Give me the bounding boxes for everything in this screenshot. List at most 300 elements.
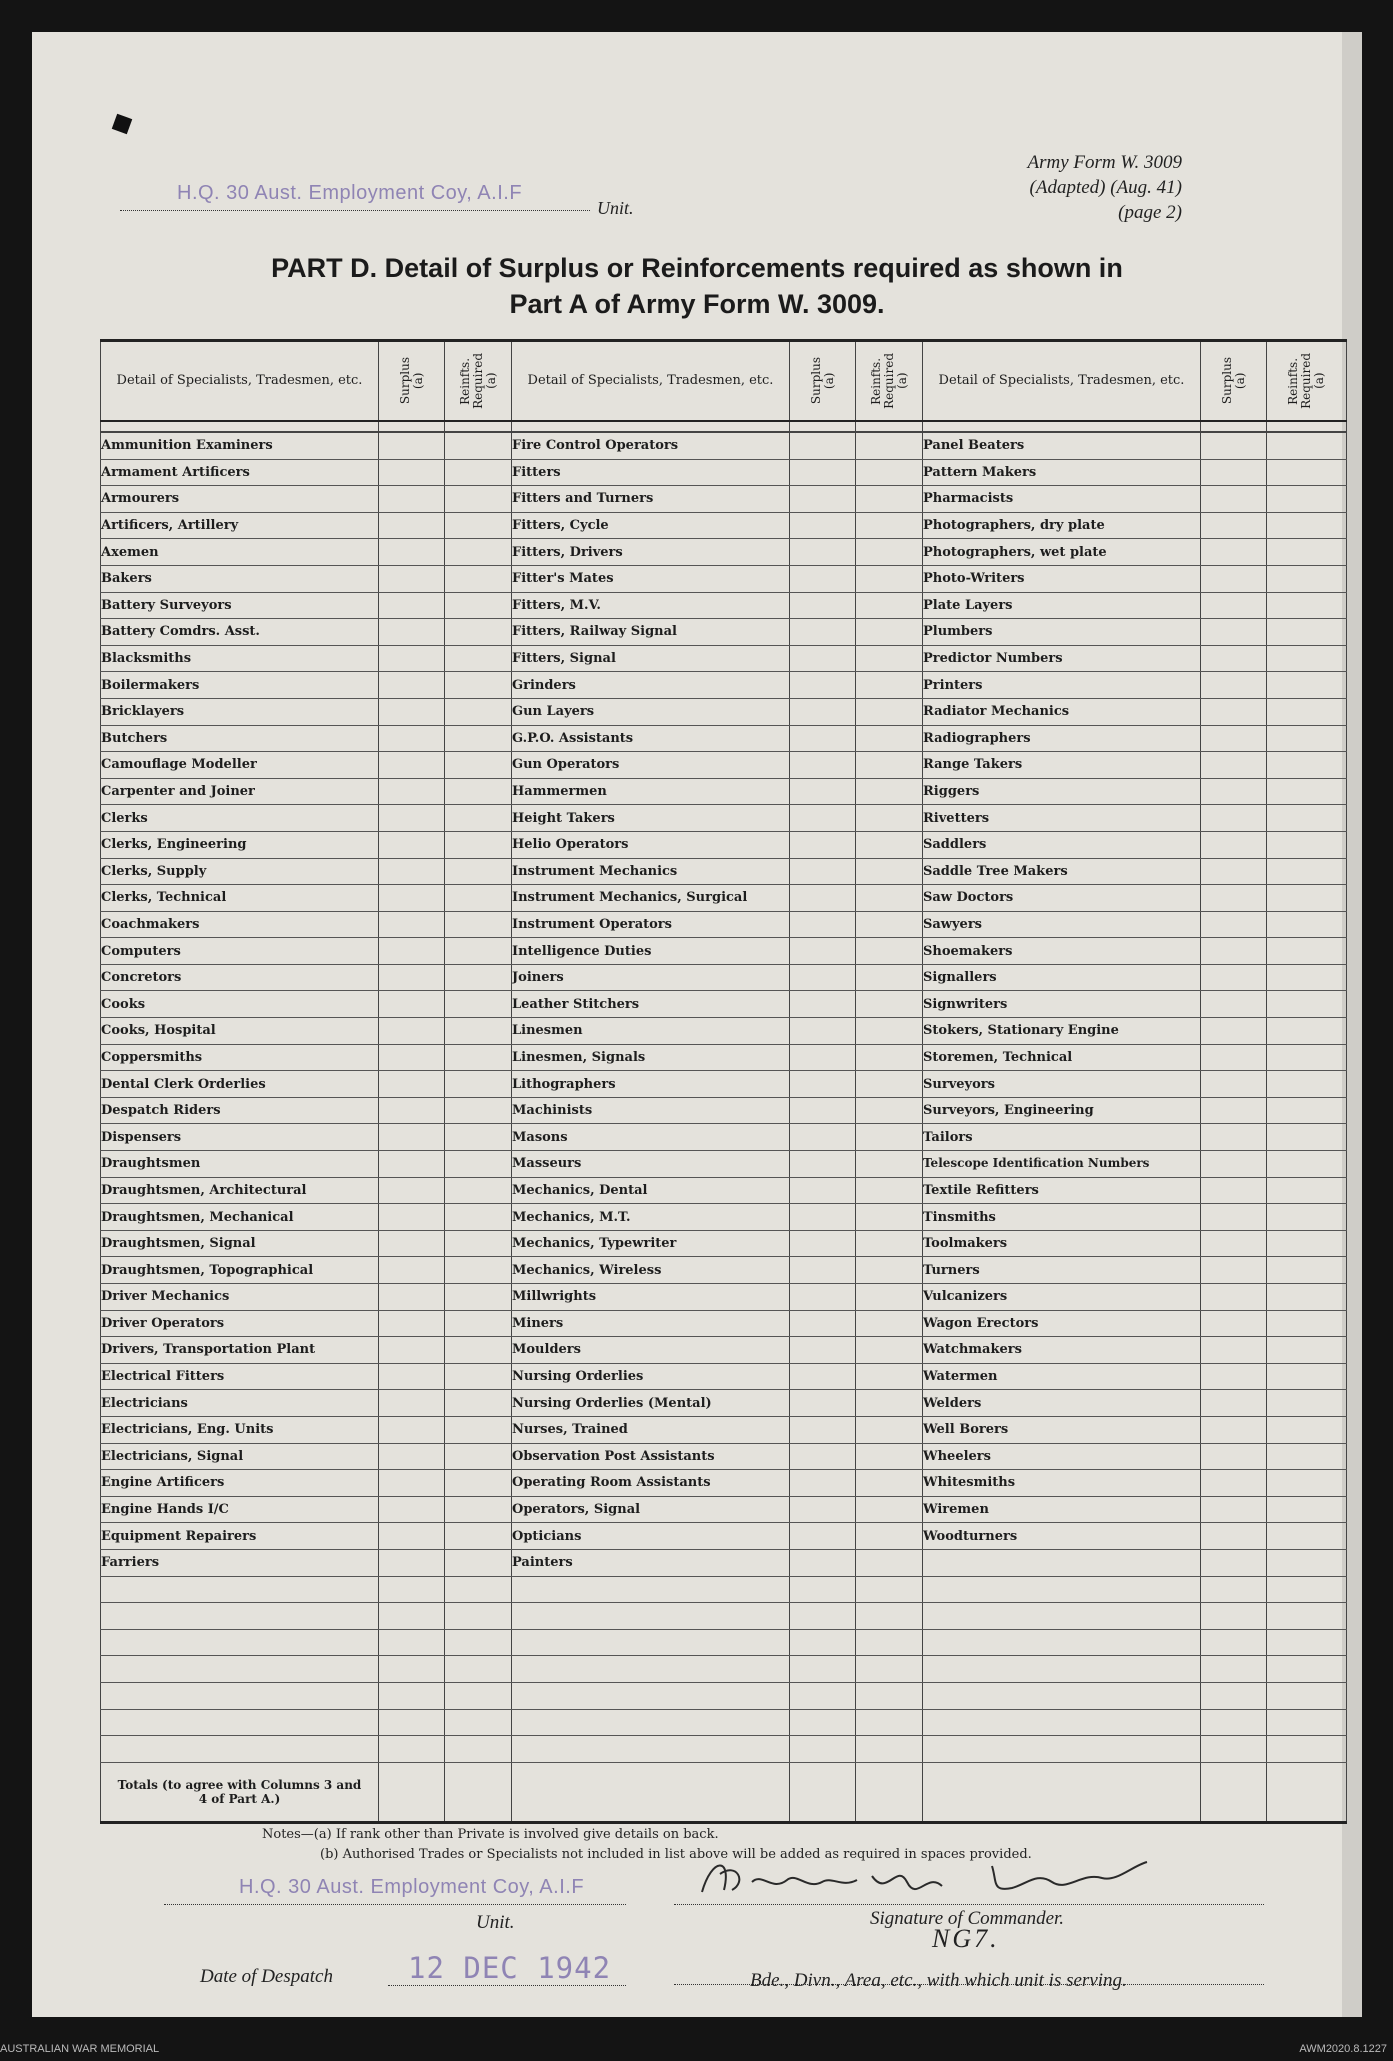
reinfts-cell[interactable]: [1267, 911, 1347, 938]
blank-cell[interactable]: [1267, 1576, 1347, 1603]
reinfts-cell[interactable]: [445, 831, 512, 858]
surplus-cell[interactable]: [790, 1151, 856, 1178]
surplus-cell[interactable]: [1201, 1443, 1267, 1470]
surplus-cell[interactable]: [379, 1044, 445, 1071]
blank-cell[interactable]: [1201, 1656, 1267, 1683]
reinfts-cell[interactable]: [856, 1204, 923, 1231]
reinfts-cell[interactable]: [856, 619, 923, 646]
surplus-cell[interactable]: [1201, 991, 1267, 1018]
reinfts-cell[interactable]: [445, 752, 512, 779]
blank-cell[interactable]: [1201, 1576, 1267, 1603]
reinfts-cell[interactable]: [1267, 938, 1347, 965]
surplus-cell[interactable]: [790, 1496, 856, 1523]
blank-cell[interactable]: [1267, 1736, 1347, 1763]
reinfts-cell[interactable]: [856, 1443, 923, 1470]
reinfts-cell[interactable]: [856, 1230, 923, 1257]
blank-cell[interactable]: [790, 1709, 856, 1736]
reinfts-cell[interactable]: [1267, 831, 1347, 858]
surplus-cell[interactable]: [379, 1071, 445, 1098]
surplus-cell[interactable]: [1201, 1097, 1267, 1124]
blank-cell[interactable]: [1267, 1709, 1347, 1736]
surplus-cell[interactable]: [790, 1284, 856, 1311]
reinfts-cell[interactable]: [856, 512, 923, 539]
surplus-cell[interactable]: [790, 1071, 856, 1098]
surplus-cell[interactable]: [379, 1470, 445, 1497]
reinfts-cell[interactable]: [856, 964, 923, 991]
surplus-cell[interactable]: [1201, 619, 1267, 646]
reinfts-cell[interactable]: [856, 1018, 923, 1045]
reinfts-cell[interactable]: [1267, 1523, 1347, 1550]
surplus-cell[interactable]: [379, 672, 445, 699]
surplus-cell[interactable]: [790, 1523, 856, 1550]
reinfts-cell[interactable]: [445, 938, 512, 965]
blank-cell[interactable]: [101, 1682, 379, 1709]
surplus-cell[interactable]: [379, 885, 445, 912]
reinfts-cell[interactable]: [856, 1071, 923, 1098]
reinfts-cell[interactable]: [1267, 672, 1347, 699]
blank-cell[interactable]: [1201, 1629, 1267, 1656]
surplus-cell[interactable]: [790, 1470, 856, 1497]
blank-cell[interactable]: [101, 1603, 379, 1630]
reinfts-cell[interactable]: [856, 911, 923, 938]
reinfts-cell[interactable]: [1267, 778, 1347, 805]
surplus-cell[interactable]: [790, 1230, 856, 1257]
blank-cell[interactable]: [923, 1603, 1201, 1630]
reinfts-cell[interactable]: [856, 858, 923, 885]
surplus-cell[interactable]: [1201, 1496, 1267, 1523]
surplus-cell[interactable]: [790, 938, 856, 965]
totals-cell[interactable]: [379, 1762, 445, 1822]
reinfts-cell[interactable]: [1267, 1337, 1347, 1364]
surplus-cell[interactable]: [379, 1496, 445, 1523]
surplus-cell[interactable]: [379, 911, 445, 938]
surplus-cell[interactable]: [379, 964, 445, 991]
reinfts-cell[interactable]: [856, 698, 923, 725]
totals-cell[interactable]: [856, 1762, 923, 1822]
surplus-cell[interactable]: [379, 1337, 445, 1364]
reinfts-cell[interactable]: [445, 592, 512, 619]
reinfts-cell[interactable]: [445, 991, 512, 1018]
reinfts-cell[interactable]: [445, 1044, 512, 1071]
reinfts-cell[interactable]: [856, 672, 923, 699]
surplus-cell[interactable]: [790, 1310, 856, 1337]
surplus-cell[interactable]: [1201, 778, 1267, 805]
blank-cell[interactable]: [856, 1603, 923, 1630]
reinfts-cell[interactable]: [445, 1443, 512, 1470]
reinfts-cell[interactable]: [1267, 885, 1347, 912]
surplus-cell[interactable]: [790, 1443, 856, 1470]
surplus-cell[interactable]: [1201, 1390, 1267, 1417]
surplus-cell[interactable]: [790, 991, 856, 1018]
reinfts-cell[interactable]: [856, 1310, 923, 1337]
surplus-cell[interactable]: [790, 725, 856, 752]
blank-cell[interactable]: [512, 1603, 790, 1630]
surplus-cell[interactable]: [1201, 858, 1267, 885]
surplus-cell[interactable]: [379, 645, 445, 672]
reinfts-cell[interactable]: [1267, 1177, 1347, 1204]
surplus-cell[interactable]: [1201, 911, 1267, 938]
reinfts-cell[interactable]: [1267, 512, 1347, 539]
surplus-cell[interactable]: [1201, 1416, 1267, 1443]
surplus-cell[interactable]: [1201, 1284, 1267, 1311]
reinfts-cell[interactable]: [856, 1044, 923, 1071]
blank-cell[interactable]: [445, 1736, 512, 1763]
reinfts-cell[interactable]: [856, 1390, 923, 1417]
reinfts-cell[interactable]: [1267, 698, 1347, 725]
blank-cell[interactable]: [512, 1656, 790, 1683]
surplus-cell[interactable]: [379, 619, 445, 646]
totals-cell[interactable]: [512, 1762, 790, 1822]
surplus-cell[interactable]: [1201, 1071, 1267, 1098]
reinfts-cell[interactable]: [445, 619, 512, 646]
blank-cell[interactable]: [101, 1629, 379, 1656]
blank-cell[interactable]: [445, 1656, 512, 1683]
surplus-cell[interactable]: [379, 1097, 445, 1124]
reinfts-cell[interactable]: [1267, 459, 1347, 486]
reinfts-cell[interactable]: [445, 1310, 512, 1337]
reinfts-cell[interactable]: [1267, 1124, 1347, 1151]
surplus-cell[interactable]: [790, 1337, 856, 1364]
blank-cell[interactable]: [379, 1682, 445, 1709]
surplus-cell[interactable]: [1201, 486, 1267, 513]
surplus-cell[interactable]: [1201, 459, 1267, 486]
reinfts-cell[interactable]: [856, 432, 923, 459]
blank-cell[interactable]: [512, 1629, 790, 1656]
blank-cell[interactable]: [101, 1709, 379, 1736]
surplus-cell[interactable]: [1201, 432, 1267, 459]
surplus-cell[interactable]: [790, 459, 856, 486]
surplus-cell[interactable]: [1201, 1310, 1267, 1337]
reinfts-cell[interactable]: [445, 565, 512, 592]
blank-cell[interactable]: [790, 1629, 856, 1656]
reinfts-cell[interactable]: [445, 1390, 512, 1417]
blank-cell[interactable]: [856, 1682, 923, 1709]
reinfts-cell[interactable]: [856, 938, 923, 965]
blank-cell[interactable]: [379, 1629, 445, 1656]
surplus-cell[interactable]: [790, 619, 856, 646]
surplus-cell[interactable]: [379, 805, 445, 832]
surplus-cell[interactable]: [790, 698, 856, 725]
surplus-cell[interactable]: [379, 831, 445, 858]
surplus-cell[interactable]: [1201, 805, 1267, 832]
surplus-cell[interactable]: [1201, 1257, 1267, 1284]
surplus-cell[interactable]: [790, 911, 856, 938]
surplus-cell[interactable]: [790, 432, 856, 459]
reinfts-cell[interactable]: [445, 645, 512, 672]
surplus-cell[interactable]: [790, 565, 856, 592]
reinfts-cell[interactable]: [445, 1071, 512, 1098]
surplus-cell[interactable]: [379, 1204, 445, 1231]
surplus-cell[interactable]: [790, 1390, 856, 1417]
surplus-cell[interactable]: [1201, 1151, 1267, 1178]
surplus-cell[interactable]: [379, 1416, 445, 1443]
reinfts-cell[interactable]: [445, 459, 512, 486]
surplus-cell[interactable]: [1201, 1204, 1267, 1231]
surplus-cell[interactable]: [1201, 1470, 1267, 1497]
reinfts-cell[interactable]: [856, 1496, 923, 1523]
surplus-cell[interactable]: [790, 1416, 856, 1443]
surplus-cell[interactable]: [790, 1363, 856, 1390]
blank-cell[interactable]: [856, 1709, 923, 1736]
reinfts-cell[interactable]: [856, 1177, 923, 1204]
blank-cell[interactable]: [512, 1709, 790, 1736]
reinfts-cell[interactable]: [856, 885, 923, 912]
reinfts-cell[interactable]: [1267, 964, 1347, 991]
reinfts-cell[interactable]: [445, 1204, 512, 1231]
surplus-cell[interactable]: [790, 512, 856, 539]
reinfts-cell[interactable]: [445, 1337, 512, 1364]
reinfts-cell[interactable]: [1267, 858, 1347, 885]
blank-cell[interactable]: [923, 1656, 1201, 1683]
blank-cell[interactable]: [101, 1736, 379, 1763]
surplus-cell[interactable]: [379, 938, 445, 965]
blank-cell[interactable]: [512, 1736, 790, 1763]
surplus-cell[interactable]: [379, 1363, 445, 1390]
reinfts-cell[interactable]: [445, 805, 512, 832]
blank-cell[interactable]: [1201, 1682, 1267, 1709]
reinfts-cell[interactable]: [445, 1097, 512, 1124]
blank-cell[interactable]: [790, 1682, 856, 1709]
reinfts-cell[interactable]: [856, 1363, 923, 1390]
totals-cell[interactable]: [923, 1762, 1201, 1822]
reinfts-cell[interactable]: [856, 752, 923, 779]
surplus-cell[interactable]: [1201, 1230, 1267, 1257]
surplus-cell[interactable]: [379, 1257, 445, 1284]
surplus-cell[interactable]: [379, 486, 445, 513]
blank-cell[interactable]: [445, 1603, 512, 1630]
reinfts-cell[interactable]: [445, 1151, 512, 1178]
surplus-cell[interactable]: [790, 592, 856, 619]
reinfts-cell[interactable]: [856, 1151, 923, 1178]
reinfts-cell[interactable]: [445, 778, 512, 805]
surplus-cell[interactable]: [1201, 1124, 1267, 1151]
reinfts-cell[interactable]: [445, 1124, 512, 1151]
blank-cell[interactable]: [923, 1682, 1201, 1709]
reinfts-cell[interactable]: [445, 1496, 512, 1523]
blank-cell[interactable]: [445, 1629, 512, 1656]
surplus-cell[interactable]: [1201, 885, 1267, 912]
reinfts-cell[interactable]: [1267, 1390, 1347, 1417]
surplus-cell[interactable]: [1201, 1337, 1267, 1364]
blank-cell[interactable]: [379, 1736, 445, 1763]
reinfts-cell[interactable]: [445, 1363, 512, 1390]
reinfts-cell[interactable]: [1267, 432, 1347, 459]
reinfts-cell[interactable]: [1267, 645, 1347, 672]
reinfts-cell[interactable]: [1267, 486, 1347, 513]
reinfts-cell[interactable]: [856, 1097, 923, 1124]
reinfts-cell[interactable]: [1267, 1018, 1347, 1045]
reinfts-cell[interactable]: [856, 592, 923, 619]
reinfts-cell[interactable]: [445, 698, 512, 725]
blank-cell[interactable]: [512, 1682, 790, 1709]
surplus-cell[interactable]: [379, 1549, 445, 1576]
reinfts-cell[interactable]: [856, 805, 923, 832]
blank-cell[interactable]: [379, 1603, 445, 1630]
reinfts-cell[interactable]: [856, 486, 923, 513]
blank-cell[interactable]: [1267, 1629, 1347, 1656]
surplus-cell[interactable]: [1201, 1177, 1267, 1204]
surplus-cell[interactable]: [790, 539, 856, 566]
surplus-cell[interactable]: [379, 1018, 445, 1045]
reinfts-cell[interactable]: [856, 725, 923, 752]
blank-cell[interactable]: [790, 1576, 856, 1603]
blank-cell[interactable]: [856, 1656, 923, 1683]
reinfts-cell[interactable]: [1267, 1363, 1347, 1390]
reinfts-cell[interactable]: [1267, 1549, 1347, 1576]
blank-cell[interactable]: [856, 1736, 923, 1763]
surplus-cell[interactable]: [790, 1044, 856, 1071]
reinfts-cell[interactable]: [1267, 1310, 1347, 1337]
reinfts-cell[interactable]: [1267, 1257, 1347, 1284]
reinfts-cell[interactable]: [1267, 1151, 1347, 1178]
blank-cell[interactable]: [379, 1656, 445, 1683]
reinfts-cell[interactable]: [856, 1523, 923, 1550]
reinfts-cell[interactable]: [1267, 1496, 1347, 1523]
surplus-cell[interactable]: [790, 831, 856, 858]
reinfts-cell[interactable]: [1267, 991, 1347, 1018]
surplus-cell[interactable]: [1201, 539, 1267, 566]
reinfts-cell[interactable]: [445, 885, 512, 912]
surplus-cell[interactable]: [379, 1177, 445, 1204]
totals-cell[interactable]: [1267, 1762, 1347, 1822]
reinfts-cell[interactable]: [1267, 1470, 1347, 1497]
surplus-cell[interactable]: [790, 1177, 856, 1204]
reinfts-cell[interactable]: [1267, 565, 1347, 592]
totals-cell[interactable]: [790, 1762, 856, 1822]
reinfts-cell[interactable]: [856, 1337, 923, 1364]
blank-cell[interactable]: [445, 1576, 512, 1603]
blank-cell[interactable]: [923, 1576, 1201, 1603]
blank-cell[interactable]: [790, 1603, 856, 1630]
surplus-cell[interactable]: [379, 778, 445, 805]
reinfts-cell[interactable]: [1267, 1204, 1347, 1231]
reinfts-cell[interactable]: [1267, 1443, 1347, 1470]
surplus-cell[interactable]: [379, 459, 445, 486]
surplus-cell[interactable]: [1201, 565, 1267, 592]
reinfts-cell[interactable]: [1267, 619, 1347, 646]
reinfts-cell[interactable]: [1267, 1044, 1347, 1071]
reinfts-cell[interactable]: [445, 911, 512, 938]
surplus-cell[interactable]: [379, 539, 445, 566]
blank-cell[interactable]: [923, 1736, 1201, 1763]
reinfts-cell[interactable]: [856, 1549, 923, 1576]
reinfts-cell[interactable]: [445, 1549, 512, 1576]
surplus-cell[interactable]: [790, 1204, 856, 1231]
reinfts-cell[interactable]: [445, 486, 512, 513]
reinfts-cell[interactable]: [1267, 1230, 1347, 1257]
reinfts-cell[interactable]: [445, 1523, 512, 1550]
reinfts-cell[interactable]: [445, 1257, 512, 1284]
reinfts-cell[interactable]: [445, 1018, 512, 1045]
surplus-cell[interactable]: [790, 486, 856, 513]
surplus-cell[interactable]: [1201, 1044, 1267, 1071]
reinfts-cell[interactable]: [1267, 805, 1347, 832]
surplus-cell[interactable]: [790, 778, 856, 805]
reinfts-cell[interactable]: [445, 964, 512, 991]
surplus-cell[interactable]: [379, 1230, 445, 1257]
surplus-cell[interactable]: [790, 1018, 856, 1045]
reinfts-cell[interactable]: [856, 539, 923, 566]
reinfts-cell[interactable]: [856, 565, 923, 592]
surplus-cell[interactable]: [790, 752, 856, 779]
blank-cell[interactable]: [1201, 1603, 1267, 1630]
blank-cell[interactable]: [1201, 1736, 1267, 1763]
blank-cell[interactable]: [379, 1576, 445, 1603]
surplus-cell[interactable]: [379, 1523, 445, 1550]
reinfts-cell[interactable]: [445, 672, 512, 699]
reinfts-cell[interactable]: [445, 539, 512, 566]
blank-cell[interactable]: [856, 1576, 923, 1603]
reinfts-cell[interactable]: [856, 645, 923, 672]
blank-cell[interactable]: [856, 1629, 923, 1656]
reinfts-cell[interactable]: [1267, 592, 1347, 619]
surplus-cell[interactable]: [1201, 1363, 1267, 1390]
reinfts-cell[interactable]: [445, 858, 512, 885]
surplus-cell[interactable]: [1201, 1018, 1267, 1045]
reinfts-cell[interactable]: [445, 725, 512, 752]
blank-cell[interactable]: [1267, 1656, 1347, 1683]
surplus-cell[interactable]: [379, 725, 445, 752]
reinfts-cell[interactable]: [445, 432, 512, 459]
blank-cell[interactable]: [1267, 1682, 1347, 1709]
surplus-cell[interactable]: [379, 1390, 445, 1417]
reinfts-cell[interactable]: [856, 459, 923, 486]
reinfts-cell[interactable]: [1267, 1416, 1347, 1443]
surplus-cell[interactable]: [379, 512, 445, 539]
reinfts-cell[interactable]: [1267, 1097, 1347, 1124]
surplus-cell[interactable]: [1201, 725, 1267, 752]
reinfts-cell[interactable]: [856, 1470, 923, 1497]
totals-cell[interactable]: [1201, 1762, 1267, 1822]
surplus-cell[interactable]: [790, 1257, 856, 1284]
blank-cell[interactable]: [101, 1656, 379, 1683]
reinfts-cell[interactable]: [1267, 1284, 1347, 1311]
reinfts-cell[interactable]: [445, 1230, 512, 1257]
blank-cell[interactable]: [379, 1709, 445, 1736]
surplus-cell[interactable]: [1201, 1549, 1267, 1576]
surplus-cell[interactable]: [790, 858, 856, 885]
surplus-cell[interactable]: [379, 592, 445, 619]
reinfts-cell[interactable]: [856, 1416, 923, 1443]
reinfts-cell[interactable]: [445, 1470, 512, 1497]
surplus-cell[interactable]: [790, 1124, 856, 1151]
blank-cell[interactable]: [1267, 1603, 1347, 1630]
surplus-cell[interactable]: [1201, 938, 1267, 965]
blank-cell[interactable]: [101, 1576, 379, 1603]
surplus-cell[interactable]: [1201, 831, 1267, 858]
surplus-cell[interactable]: [790, 805, 856, 832]
surplus-cell[interactable]: [1201, 512, 1267, 539]
reinfts-cell[interactable]: [1267, 752, 1347, 779]
reinfts-cell[interactable]: [856, 778, 923, 805]
surplus-cell[interactable]: [379, 1284, 445, 1311]
surplus-cell[interactable]: [790, 1097, 856, 1124]
reinfts-cell[interactable]: [1267, 539, 1347, 566]
blank-cell[interactable]: [512, 1576, 790, 1603]
surplus-cell[interactable]: [379, 1310, 445, 1337]
blank-cell[interactable]: [923, 1629, 1201, 1656]
reinfts-cell[interactable]: [856, 991, 923, 1018]
surplus-cell[interactable]: [1201, 592, 1267, 619]
surplus-cell[interactable]: [379, 991, 445, 1018]
surplus-cell[interactable]: [790, 964, 856, 991]
surplus-cell[interactable]: [790, 1549, 856, 1576]
surplus-cell[interactable]: [1201, 964, 1267, 991]
blank-cell[interactable]: [923, 1709, 1201, 1736]
surplus-cell[interactable]: [379, 1443, 445, 1470]
surplus-cell[interactable]: [379, 858, 445, 885]
totals-cell[interactable]: [445, 1762, 512, 1822]
